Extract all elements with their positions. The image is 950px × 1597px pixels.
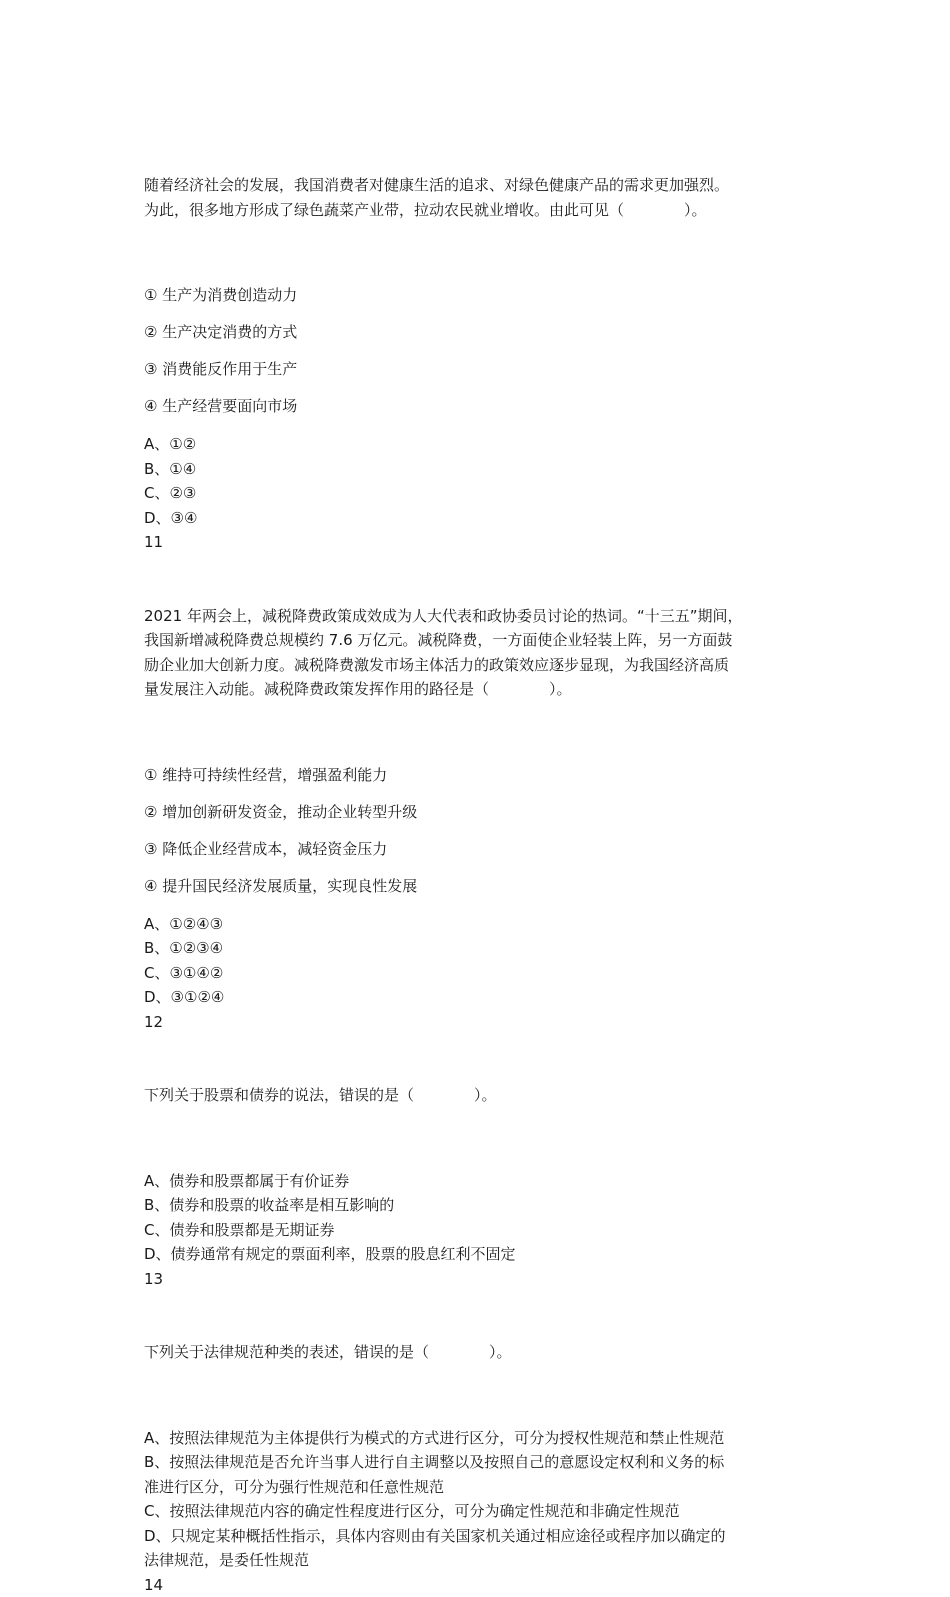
question-stem [144, 555, 814, 751]
stem-line: 下列关于股票和债券的说法，错误的是（ ）。 [144, 1083, 814, 1108]
statement-item: ④ 生产经营要面向市场 [144, 396, 814, 416]
choice-a: A、按照法律规范为主体提供行为模式的方式进行区分，可分为授权性规范和禁止性规范 [144, 1426, 814, 1451]
statement-item: ① 维持可持续性经营，增强盈利能力 [144, 765, 814, 785]
choice-a: A、①②④③ [144, 912, 814, 937]
choice-b: B、按照法律规范是否允许当事人进行自主调整以及按照自己的意愿设定权利和义务的标 [144, 1450, 814, 1475]
choice-b: B、①②③④ [144, 936, 814, 961]
choice-d-continued: 法律规范，是委任性规范 [144, 1548, 814, 1573]
choice-c: C、②③ [144, 481, 814, 506]
choice-d: D、债券通常有规定的票面利率，股票的股息红利不固定 [144, 1242, 814, 1267]
stem-line: 为此，很多地方形成了绿色蔬菜产业带，拉动农民就业增收。由此可见（ ）。 [144, 198, 814, 223]
question-number: 13 [144, 1267, 814, 1292]
statement-item: ④ 提升国民经济发展质量，实现良性发展 [144, 876, 814, 896]
choice-d: D、③④ [144, 506, 814, 531]
answer-choices [144, 912, 814, 1010]
statement-item: ③ 降低企业经营成本，减轻资金压力 [144, 839, 814, 859]
choice-b: B、债券和股票的收益率是相互影响的 [144, 1193, 814, 1218]
stem-line: 2021 年两会上，减税降费政策成效成为人大代表和政协委员讨论的热词。“十三五”期间， [144, 604, 814, 629]
stem-line: 励企业加大创新力度。减税降费激发市场主体活力的政策效应逐步显现，为我国经济高质 [144, 653, 814, 678]
question-stem [144, 1034, 814, 1157]
question-11 [144, 530, 814, 1010]
answer-choices [144, 1426, 814, 1573]
statement-item: ② 增加创新研发资金，推动企业转型升级 [144, 802, 814, 822]
statement-item: ① 生产为消费创造动力 [144, 285, 814, 305]
statement-item: ② 生产决定消费的方式 [144, 322, 814, 342]
question-number: 11 [144, 530, 814, 555]
choice-c: C、③①④② [144, 961, 814, 986]
choice-c: C、按照法律规范内容的确定性程度进行区分，可分为确定性规范和非确定性规范 [144, 1499, 814, 1524]
stem-line: 随着经济社会的发展，我国消费者对健康生活的追求、对绿色健康产品的需求更加强烈。 [144, 173, 814, 198]
choice-b-continued: 准进行区分，可分为强行性规范和任意性规范 [144, 1475, 814, 1500]
question-stem [144, 1291, 814, 1414]
question-number: 14 [144, 1573, 814, 1597]
question-10 [144, 124, 814, 530]
question-stem [144, 124, 814, 271]
question-13 [144, 1267, 814, 1573]
stem-line: 量发展注入动能。减税降费政策发挥作用的路径是（ ）。 [144, 677, 814, 702]
document-page [144, 124, 814, 1597]
stem-line: 下列关于法律规范种类的表述，错误的是（ ）。 [144, 1340, 814, 1365]
choice-d: D、只规定某种概括性指示，具体内容则由有关国家机关通过相应途径或程序加以确定的 [144, 1524, 814, 1549]
choice-b: B、①④ [144, 457, 814, 482]
statement-item: ③ 消费能反作用于生产 [144, 359, 814, 379]
choice-d: D、③①②④ [144, 985, 814, 1010]
answer-choices [144, 1169, 814, 1267]
question-12 [144, 1010, 814, 1267]
choice-a: A、债券和股票都属于有价证券 [144, 1169, 814, 1194]
stem-line: 我国新增减税降费总规模约 7.6 万亿元。减税降费，一方面使企业轻装上阵，另一方面鼓 [144, 628, 814, 653]
choice-a: A、①② [144, 432, 814, 457]
choice-c: C、债券和股票都是无期证券 [144, 1218, 814, 1243]
question-14 [144, 1573, 814, 1597]
question-number: 12 [144, 1010, 814, 1035]
answer-choices [144, 432, 814, 530]
